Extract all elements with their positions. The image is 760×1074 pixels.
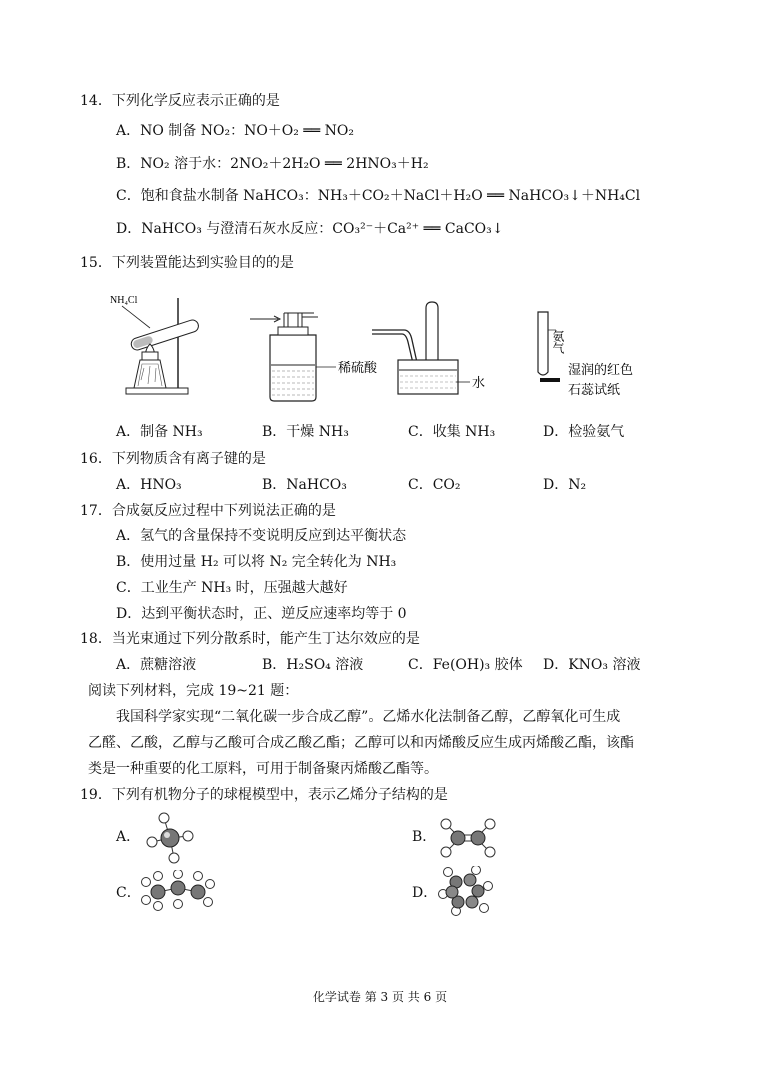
question-15-option-b: B．干燥 NH₃ — [262, 424, 349, 440]
question-17-stem: 17．合成氨反应过程中下列说法正确的是 — [80, 503, 336, 519]
question-16-stem: 16．下列物质含有离子键的是 — [80, 451, 266, 467]
question-18-option-c: C．Fe(OH)₃ 胶体 — [408, 657, 523, 673]
apparatus-a-heating-figure — [108, 290, 218, 405]
question-16-option-d: D．N₂ — [543, 477, 587, 493]
question-15-option-d: D．检验氨气 — [543, 424, 625, 440]
benzene-model-figure — [438, 866, 494, 916]
reading-intro: 阅读下列材料，完成 19~21 题： — [88, 683, 299, 699]
reading-line-3: 类是一种重要的化工原料，可用于制备聚丙烯酸乙酯等。 — [88, 761, 438, 777]
ethylene-model-figure — [438, 816, 498, 860]
question-19-stem: 19．下列有机物分子的球棍模型中，表示乙烯分子结构的是 — [80, 787, 448, 803]
question-14-stem: 14．下列化学反应表示正确的是 — [80, 93, 280, 109]
question-15-option-a: A．制备 NH₃ — [116, 424, 203, 440]
question-14-option-c: C．饱和食盐水制备 NaHCO₃：NH₃＋CO₂＋NaCl＋H₂O ══ NaHCO₃↓＋NH₄Cl — [116, 188, 641, 204]
reading-line-1: 我国科学家实现“二氧化碳一步合成乙醇”。乙烯水化法制备乙醇，乙醇氧化可生成 — [116, 709, 621, 725]
question-17-option-b: B．使用过量 H₂ 可以将 N₂ 完全转化为 NH₃ — [116, 554, 397, 570]
ammonia-label: 氨气 — [551, 330, 565, 354]
question-18-option-b: B．H₂SO₄ 溶液 — [262, 657, 364, 673]
propane-model-figure — [140, 870, 216, 912]
apparatus-d-testing-figure — [528, 308, 648, 408]
question-18-option-d: D．KNO₃ 溶液 — [543, 657, 641, 673]
question-18-option-a: A．蔗糖溶液 — [116, 657, 197, 673]
question-16-option-a: A．HNO₃ — [116, 477, 182, 493]
question-14-option-d: D．NaHCO₃ 与澄清石灰水反应：CO₃²⁻＋Ca²⁺ ══ CaCO₃↓ — [116, 221, 504, 237]
methane-model-figure — [144, 812, 196, 864]
question-17-option-c: C．工业生产 NH₃ 时，压强越大越好 — [116, 580, 348, 596]
question-16-option-c: C．CO₂ — [408, 477, 461, 493]
question-16-option-b: B．NaHCO₃ — [262, 477, 347, 493]
litmus-label-2: 石蕊试纸 — [568, 383, 621, 398]
question-19-option-b: B． — [412, 829, 437, 845]
water-label: 水 — [472, 376, 486, 391]
question-15-stem: 15．下列装置能达到实验目的的是 — [80, 255, 294, 271]
question-14-option-b: B．NO₂ 溶于水：2NO₂＋2H₂O ══ 2HNO₃＋H₂ — [116, 156, 429, 172]
page-footer: 化学试卷 第 3 页 共 6 页 — [312, 990, 448, 1004]
question-14-option-a: A．NO 制备 NO₂：NO＋O₂ ══ NO₂ — [116, 123, 354, 139]
litmus-paper — [540, 378, 560, 382]
apparatus-c-collecting-figure — [368, 300, 498, 405]
litmus-label-1: 湿润的红色 — [568, 363, 634, 378]
question-19-option-d: D． — [412, 885, 438, 901]
dilute-acid-label: 稀硫酸 — [338, 361, 378, 376]
question-15-option-c: C．收集 NH₃ — [408, 424, 496, 440]
reading-line-2: 乙醛、乙酸，乙醇与乙酸可合成乙酸乙酯；乙醇可以和丙烯酸反应生成丙烯酸乙酯，该酯 — [88, 735, 634, 751]
question-17-option-a: A．氢气的含量保持不变说明反应到达平衡状态 — [116, 528, 407, 544]
question-17-option-d: D．达到平衡状态时，正、逆反应速率均等于 0 — [116, 606, 407, 622]
question-19-option-a: A． — [116, 829, 141, 845]
question-18-stem: 18．当光束通过下列分散系时，能产生丁达尔效应的是 — [80, 631, 420, 647]
question-19-option-c: C． — [116, 885, 141, 901]
nh4cl-label: NH₄Cl — [110, 295, 138, 306]
